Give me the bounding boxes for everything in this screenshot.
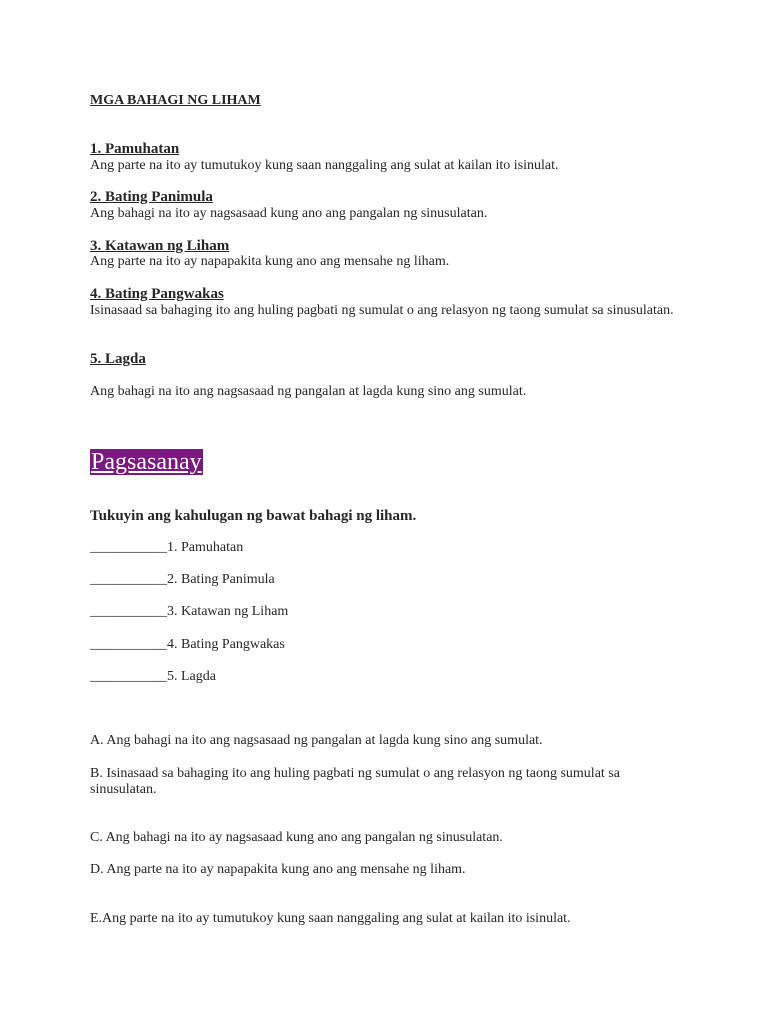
practice-instruction: Tukuyin ang kahulugan ng bawat bahagi ng liham. bbox=[90, 508, 417, 524]
part-2-heading: 2. Bating Panimula bbox=[90, 189, 213, 205]
part-5-heading: 5. Lagda bbox=[90, 351, 146, 367]
choice-d: D. Ang parte na ito ay napapakita kung ano ang mensahe ng liham. bbox=[90, 862, 466, 877]
part-1-description: Ang parte na ito ay tumutukoy kung saan nanggaling ang sulat at kailan ito isinulat. bbox=[90, 158, 559, 173]
practice-item-1: ___________1. Pamuhatan bbox=[90, 540, 244, 555]
document-title: MGA BAHAGI NG LIHAM bbox=[90, 93, 261, 108]
part-3-heading: 3. Katawan ng Liham bbox=[90, 238, 230, 254]
part-1-heading: 1. Pamuhatan bbox=[90, 141, 180, 157]
part-4-heading: 4. Bating Pangwakas bbox=[90, 286, 224, 302]
practice-item-4: ___________4. Bating Pangwakas bbox=[90, 637, 285, 652]
choice-b: B. Isinasaad sa bahaging ito ang huling pagbati ng sumulat o ang relasyon ng taong sumulat sa sinusulatan. bbox=[90, 766, 620, 797]
part-3-description: Ang parte na ito ay napapakita kung ano ang mensahe ng liham. bbox=[90, 254, 450, 269]
practice-heading-block bbox=[90, 448, 203, 476]
part-4-description: Isinasaad sa bahaging ito ang huling pagbati ng sumulat o ang relasyon ng taong sumulat sa sinusulatan. bbox=[90, 303, 674, 318]
practice-heading: Pagsasanay bbox=[91, 449, 202, 475]
practice-item-3: ___________3. Katawan ng Liham bbox=[90, 604, 289, 619]
part-2-description: Ang bahagi na ito ay nagsasaad kung ano ang pangalan ng sinusulatan. bbox=[90, 206, 488, 221]
practice-item-2: ___________2. Bating Panimula bbox=[90, 572, 275, 587]
choice-a: A. Ang bahagi na ito ang nagsasaad ng pangalan at lagda kung sino ang sumulat. bbox=[90, 733, 543, 748]
part-5-description: Ang bahagi na ito ang nagsasaad ng pangalan at lagda kung sino ang sumulat. bbox=[90, 384, 527, 399]
choice-e: E.Ang parte na ito ay tumutukoy kung saan nanggaling ang sulat at kailan ito isinulat. bbox=[90, 911, 571, 926]
choice-c: C. Ang bahagi na ito ay nagsasaad kung ano ang pangalan ng sinusulatan. bbox=[90, 830, 503, 845]
practice-item-5: ___________5. Lagda bbox=[90, 669, 216, 684]
